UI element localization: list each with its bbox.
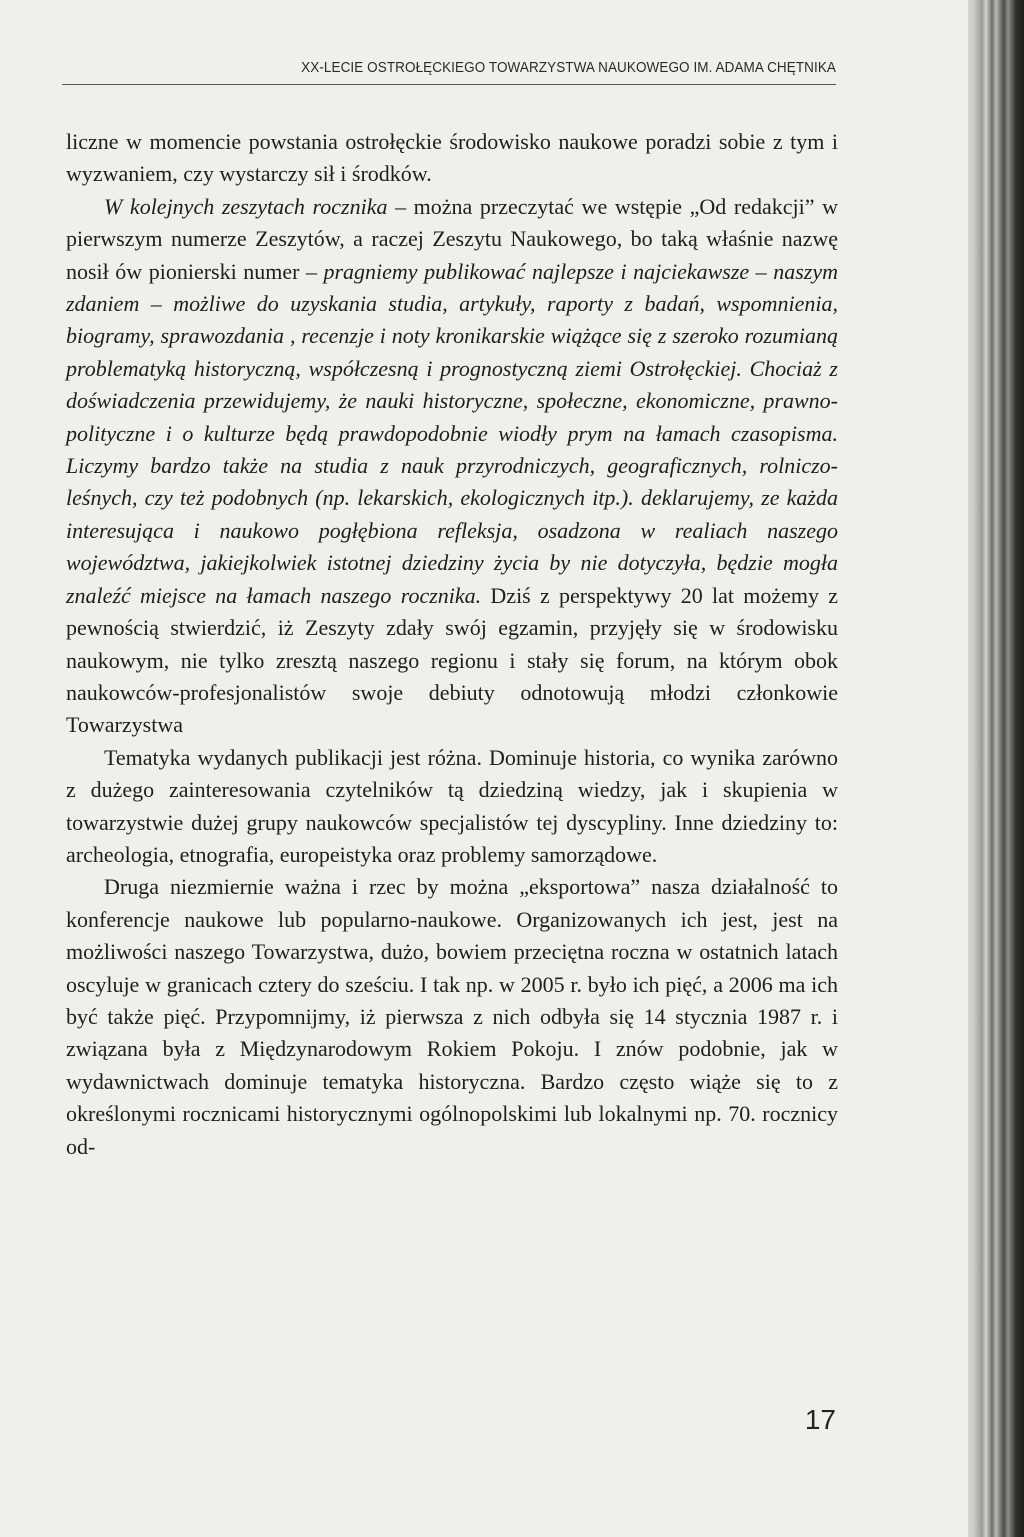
quote-italic-a: W kolejnych zeszytach rocznika — [104, 193, 388, 219]
body-text — [66, 126, 838, 1163]
paragraph-1: liczne w momencie powstania ostrołęckie środowisko naukowe poradzi sobie z tym i wyzwaniem, czy wystarczy sił i środków. — [66, 129, 838, 187]
book-edge — [968, 0, 1024, 1537]
paragraph-2-text-a: – można przeczytać we wstępie „Od redakcji” w pierwszym numerze Zeszytów, a raczej Zeszytu Naukowego, bo taką właśnie nazwę nosił ów pionierski numer – — [66, 193, 838, 284]
paragraph-4: Druga niezmiernie ważna i rzec by można „eksportowa” nasza działalność to konferencje naukowe lub popularno-naukowe. Organizowanych ich jest, jest na możliwości naszego Towarzystwa, dużo, bowiem przeciętna roczna w ostatnich latach oscyluje w granicach cztery do sześciu. I tak np. w 2005 r. było ich pięć, a 2006 ma ich być także pięć. Przypomnijmy, iż pierwsza z nich odbyła się 14 stycznia 1987 r. i związana była z Międzynarodowym Rokiem Pokoju. I znów podobnie, jak w wydawnictwach dominuje tematyka historyczna. Bardzo często wiąże się to z określonymi rocznicami historycznymi ogólnopolskimi lub lokalnymi np. 70. rocznicy od- — [66, 874, 838, 1159]
paragraph-2 — [66, 191, 838, 742]
paragraph-2-text-b: Dziś z perspektywy 20 lat możemy z pewnością stwierdzić, iż Zeszyty zdały swój egzamin, przyjęły się w środowisku naukowym, nie tylko zresztą naszego regionu i stały się forum, na którym obok naukowców-profesjonalistów swoje debiuty odnotowują młodzi członkowie Towarzystwa — [66, 582, 839, 738]
header-rule — [62, 84, 836, 85]
running-head: XX-LECIE OSTROŁĘCKIEGO TOWARZYSTWA NAUKOWEGO IM. ADAMA CHĘTNIKA — [301, 60, 836, 76]
page-number: 17 — [804, 1404, 836, 1435]
paragraph-3: Tematyka wydanych publikacji jest różna. Dominuje historia, co wynika zarówno z dużego zainteresowania czytelników tą dziedziną wiedzy, jak i skupienia w towarzystwie dużej grupy naukowców specjalistów tej dyscypliny. Inne dziedziny to: archeologia, etnografia, europeistyka oraz problemy samorządowe. — [66, 744, 838, 867]
quote-italic-b: pragniemy publikować najlepsze i najciekawsze – naszym zdaniem – możliwe do uzyskania studia, artykuły, raporty z badań, wspomnienia, biogramy, sprawozdania , recenzje i noty kronikarskie wiążące się z szeroko rozumianą problematyką historyczną, współczesną i prognostyczną ziemi Ostrołęckiej. Chociaż z doświadczenia przewidujemy, że nauki historyczne, społeczne, ekonomiczne, prawno-polityczne i o kulturze będą prawdopodobnie wiodły prym na łamach czasopisma. Liczymy bardzo także na studia z nauk przyrodniczych, geograficznych, rolniczo-leśnych, czy też podobnych (np. lekarskich, ekologicznych itp.). deklarujemy, ze każda interesująca i naukowo pogłębiona refleksja, osadzona w realiach naszego województwa, jakiejkolwiek istotnej dziedziny życia by nie dotyczyła, będzie mogła znaleźć miejsce na łamach naszego rocznika. — [66, 258, 838, 608]
